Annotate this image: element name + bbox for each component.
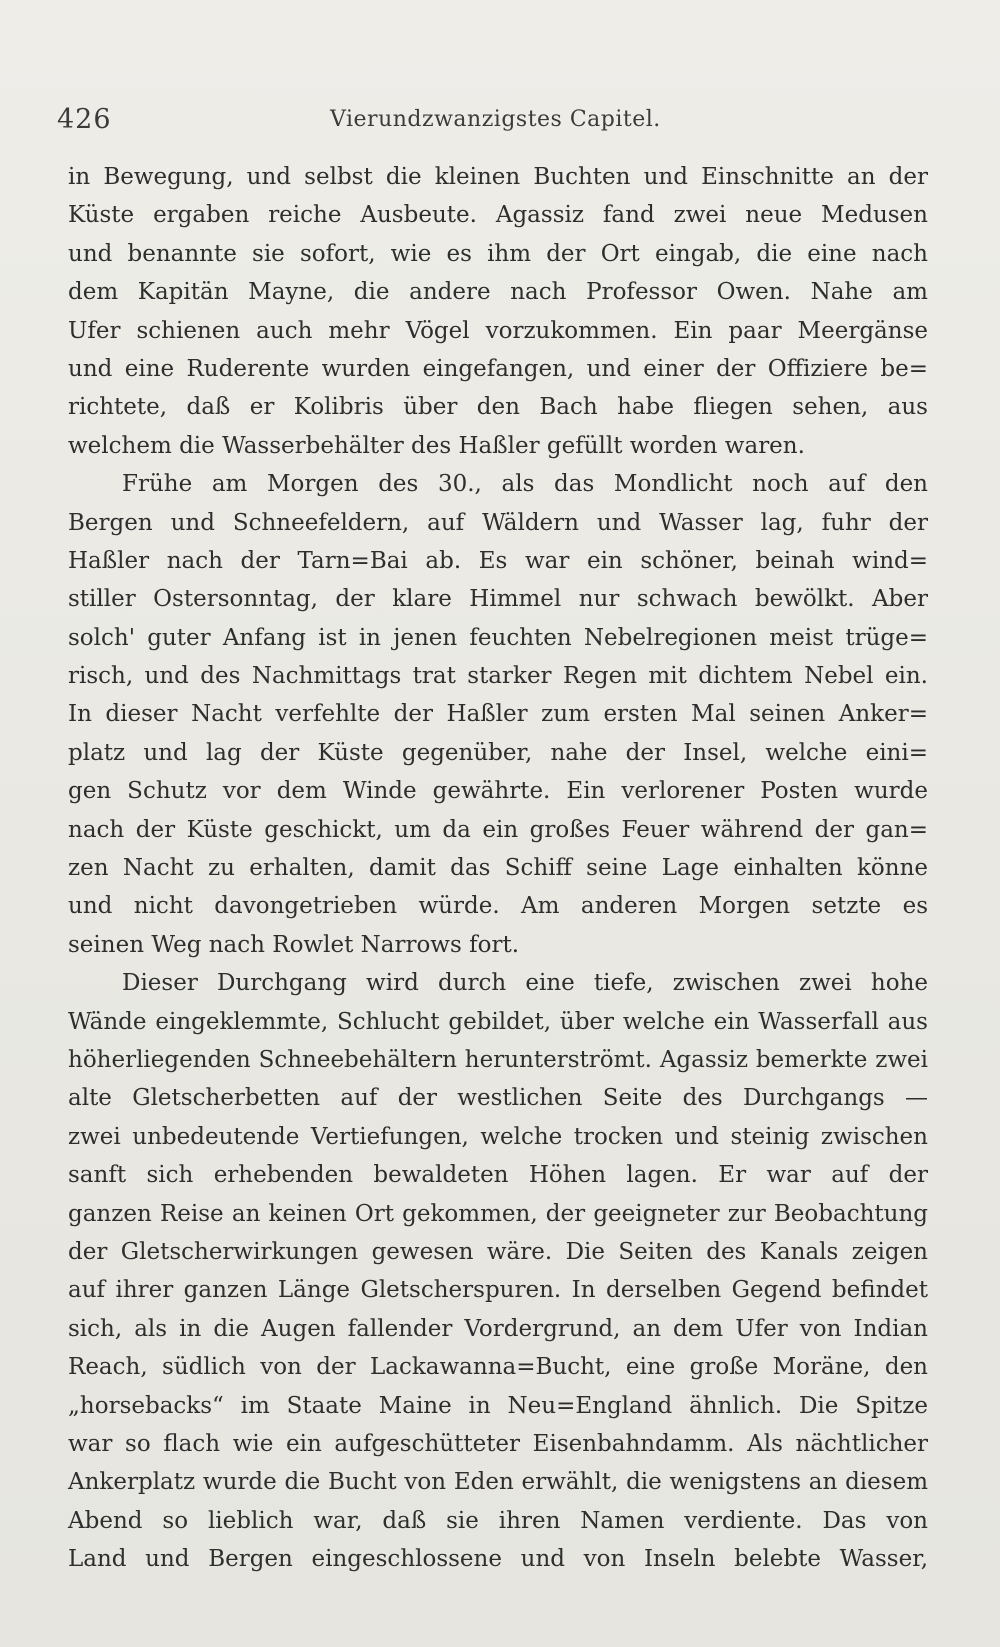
text-line: zwei unbedeutende Vertiefungen, welche trocken und steinig zwischen [68, 1123, 928, 1150]
text-line: Reach, südlich von der Lackawanna=Bucht, eine große Moräne, den [68, 1354, 928, 1381]
text-line: und nicht davongetrieben würde. Am anderen Morgen setzte es [68, 893, 928, 920]
text-line: dem Kapitän Mayne, die andere nach Professor Owen. Nahe am [68, 279, 928, 306]
text-line: Bergen und Schneefeldern, auf Wäldern und Wasser lag, fuhr der [68, 509, 928, 536]
text-line: in Bewegung, und selbst die kleinen Buchten und Einschnitte an der [68, 164, 928, 190]
text-line: Land und Bergen eingeschlossene und von Inseln belebte Wasser, [68, 1546, 928, 1573]
text-line: In dieser Nacht verfehlte der Haßler zum ersten Mal seinen Anker= [68, 701, 928, 728]
text-line: seinen Weg nach Rowlet Narrows fort. [68, 931, 520, 958]
text-line: Frühe am Morgen des 30., als das Mondlicht noch auf den [122, 471, 928, 498]
text-line: platz und lag der Küste gegenüber, nahe der Insel, welche eini= [68, 739, 928, 766]
text-line: sanft sich erhebenden bewaldeten Höhen lagen. Er war auf der [68, 1162, 928, 1189]
text-line: Dieser Durchgang wird durch eine tiefe, zwischen zwei hohe [122, 970, 928, 997]
text-line: welchem die Wasserbehälter des Haßler gefüllt worden waren. [68, 432, 805, 459]
body-text [68, 158, 928, 1578]
text-line: und benannte sie sofort, wie es ihm der Ort eingab, die eine nach [68, 240, 928, 267]
text-line: Ufer schienen auch mehr Vögel vorzukommen. Ein paar Meergänse [68, 317, 928, 344]
text-line: risch, und des Nachmittags trat starker Regen mit dichtem Nebel ein. [68, 663, 928, 690]
text-line: gen Schutz vor dem Winde gewährte. Ein verlorener Posten wurde [68, 778, 928, 805]
text-line: war so flach wie ein aufgeschütteter Eisenbahndamm. Als nächtlicher [68, 1430, 928, 1457]
text-line: ganzen Reise an keinen Ort gekommen, der geeigneter zur Beobachtung [68, 1200, 928, 1227]
page-number: 426 [57, 104, 112, 135]
page-header [0, 104, 1000, 144]
text-line: höherliegenden Schneebehältern herunterströmt. Agassiz bemerkte zwei [68, 1046, 928, 1073]
running-head: Vierundzwanzigstes Capitel. [330, 107, 661, 132]
text-line: Haßler nach der Tarn=Bai ab. Es war ein schöner, beinah wind= [68, 547, 928, 574]
text-line: zen Nacht zu erhalten, damit das Schiff seine Lage einhalten könne [68, 855, 928, 882]
text-line: Küste ergaben reiche Ausbeute. Agassiz fand zwei neue Medusen [68, 202, 928, 229]
text-line: sich, als in die Augen fallender Vordergrund, an dem Ufer von Indian [68, 1315, 928, 1342]
text-line: solch' guter Anfang ist in jenen feuchten Nebelregionen meist trüge= [68, 624, 928, 651]
text-line: Ankerplatz wurde die Bucht von Eden erwählt, die wenigstens an diesem [68, 1469, 928, 1496]
text-line: der Gletscherwirkungen gewesen wäre. Die Seiten des Kanals zeigen [68, 1238, 928, 1265]
text-line: Wände eingeklemmte, Schlucht gebildet, über welche ein Wasserfall aus [68, 1008, 928, 1035]
text-line: „horsebacks“ im Staate Maine in Neu=England ähnlich. Die Spitze [68, 1392, 928, 1419]
text-line: stiller Ostersonntag, der klare Himmel nur schwach bewölkt. Aber [68, 586, 928, 613]
text-line: auf ihrer ganzen Länge Gletscherspuren. In derselben Gegend befindet [68, 1277, 928, 1304]
text-line: nach der Küste geschickt, um da ein großes Feuer während der gan= [68, 816, 928, 843]
text-line: richtete, daß er Kolibris über den Bach habe fliegen sehen, aus [68, 394, 928, 421]
text-line: Abend so lieblich war, daß sie ihren Namen verdiente. Das von [68, 1507, 928, 1534]
text-line: alte Gletscherbetten auf der westlichen Seite des Durchgangs — [68, 1085, 928, 1112]
text-line: und eine Ruderente wurden eingefangen, und einer der Offiziere be= [68, 355, 928, 382]
